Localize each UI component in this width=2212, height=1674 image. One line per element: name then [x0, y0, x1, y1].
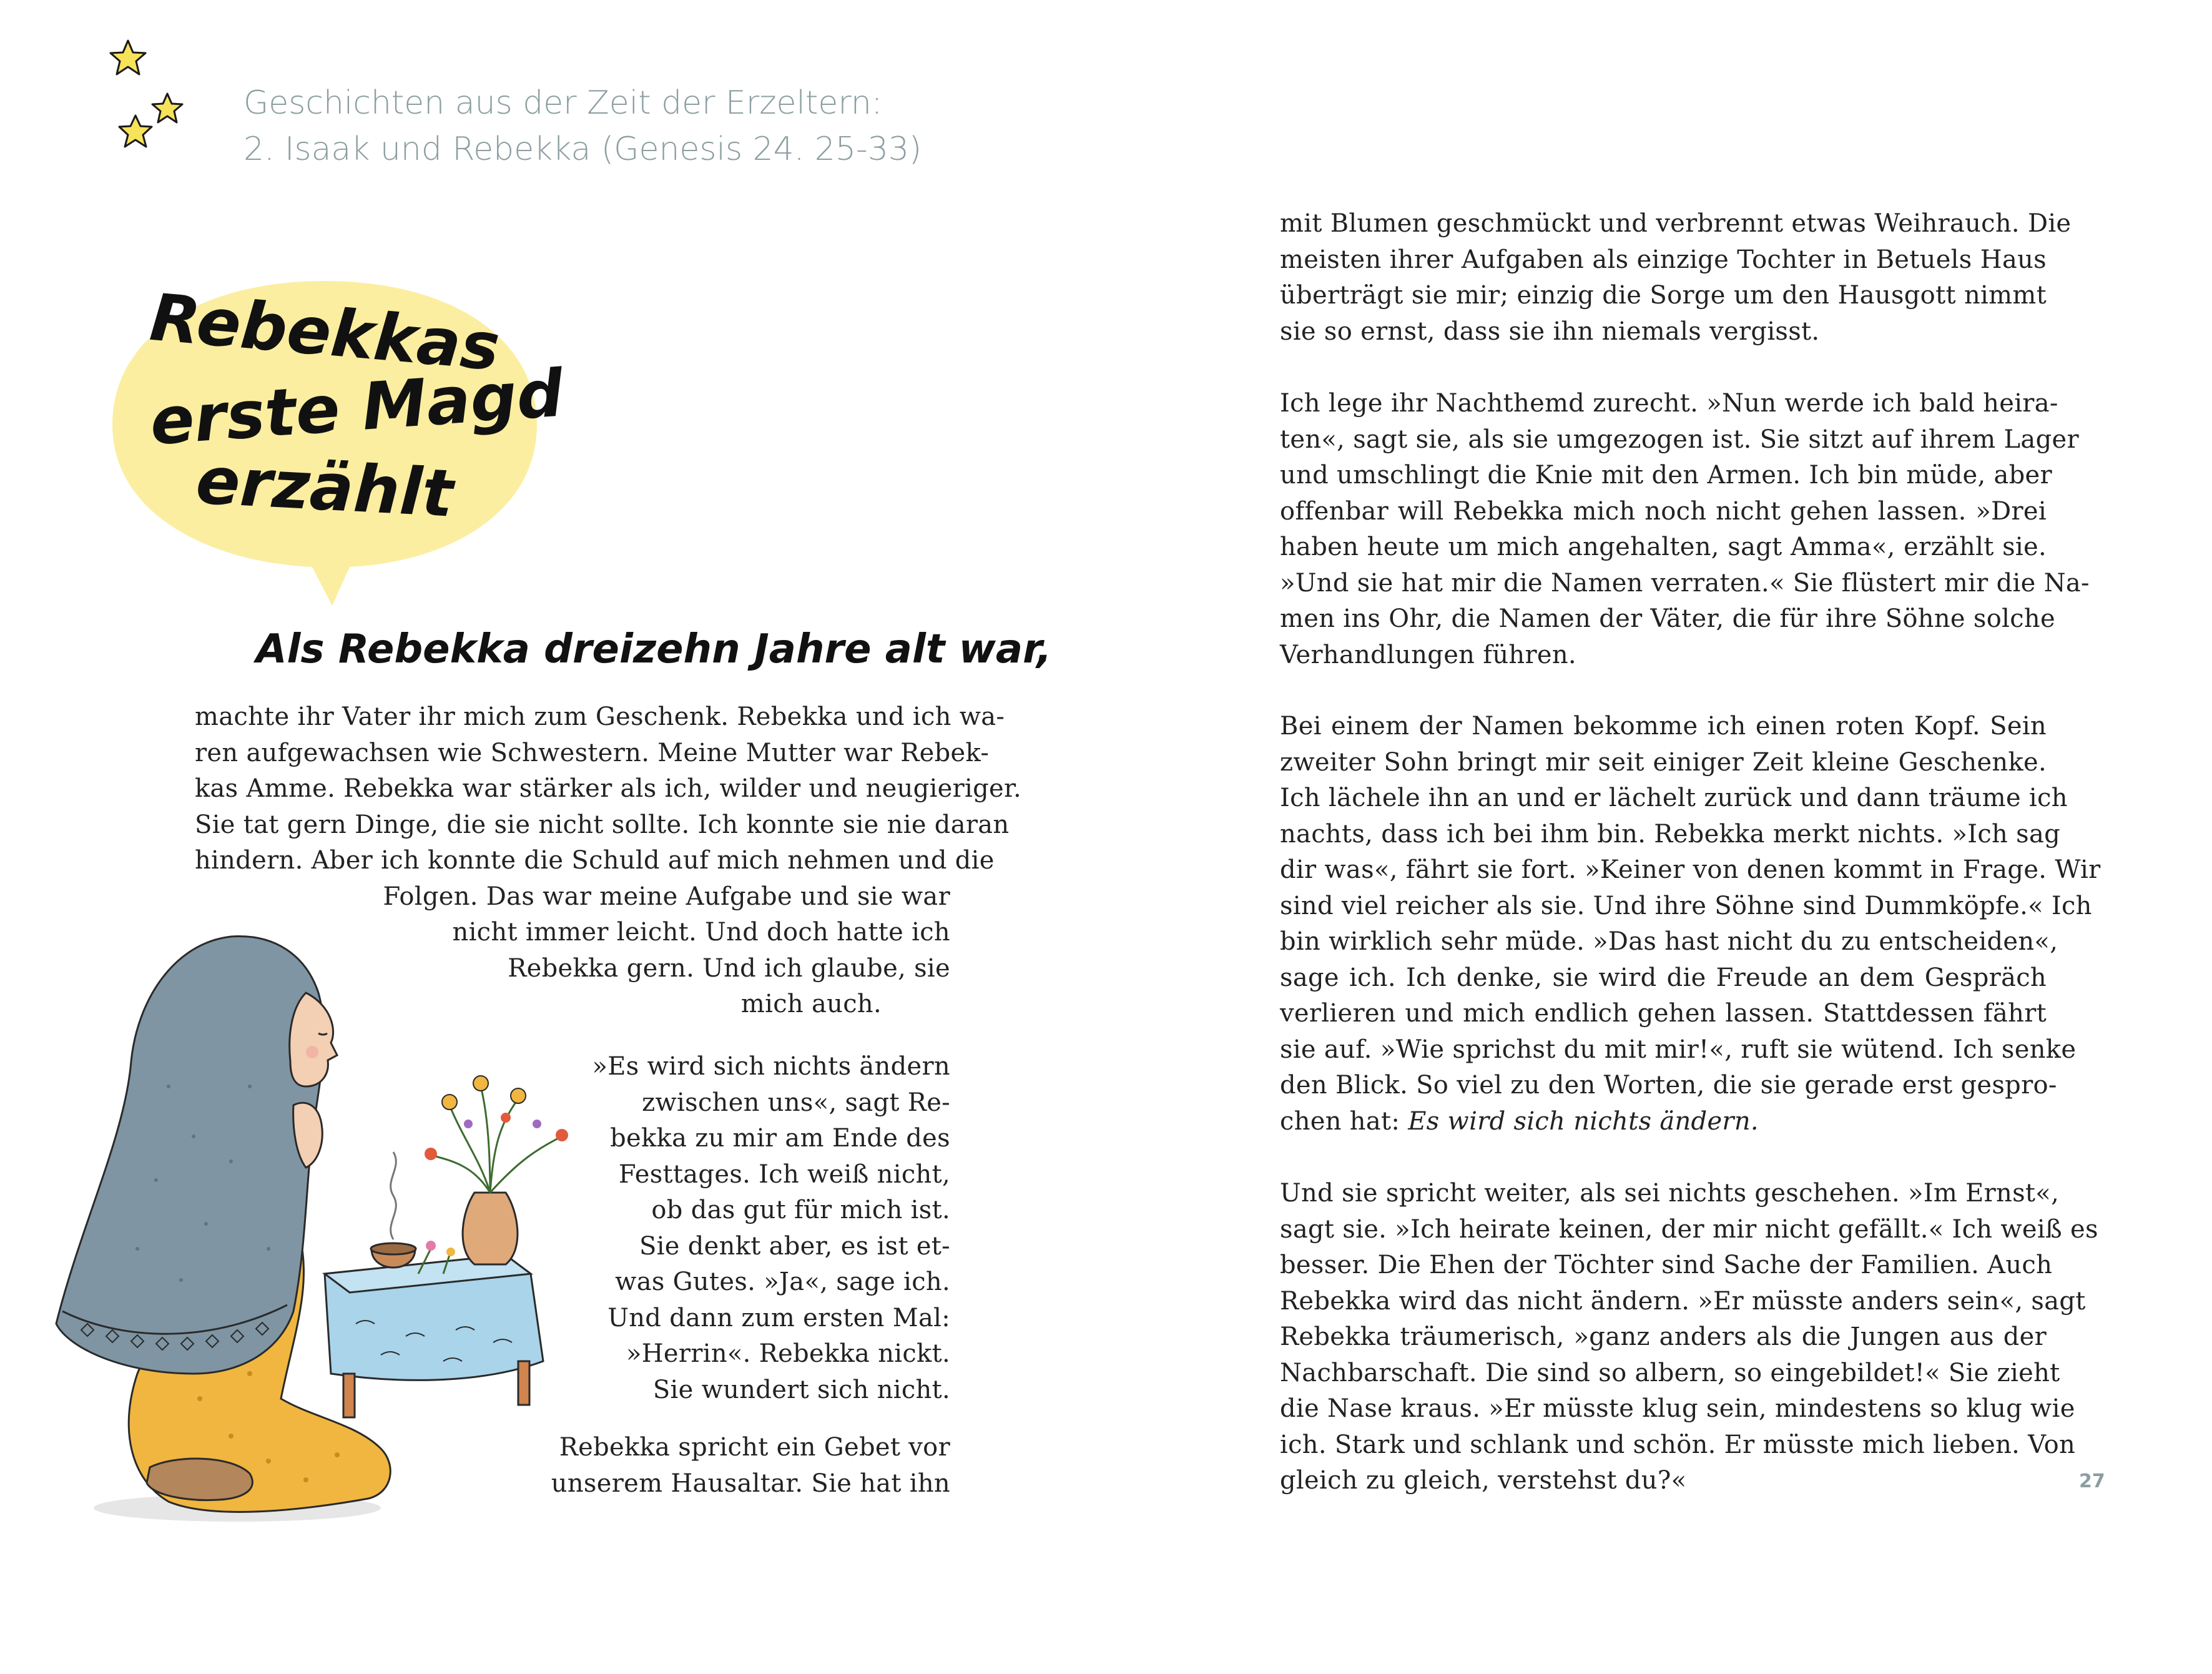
right-paragraph-2	[1280, 386, 2090, 673]
story-title	[147, 278, 566, 532]
text-line: die Nase kraus. »Er müsste klug sein, mindestens so klug wie	[1280, 1394, 2075, 1423]
flower-vase-icon	[425, 1076, 568, 1264]
text-line: ob das gut für mich ist.	[651, 1196, 950, 1224]
text-line: zwischen uns«, sagt Re-	[642, 1088, 950, 1117]
text-line: offenbar will Rebekka mich noch nicht gehen lassen. »Drei	[1280, 496, 2047, 526]
text-line: sie auf. »Wie sprichst du mit mir!«, ruft sie wütend. Ich senke	[1280, 1035, 2077, 1064]
text-line: bekka zu mir am Ende des	[610, 1124, 950, 1153]
star-icon	[150, 91, 185, 126]
text-line: was Gutes. »Ja«, sage ich.	[615, 1268, 950, 1296]
text-line: ren aufgewachsen wie Schwestern. Meine Mutter war Rebek-	[195, 738, 990, 767]
text-line: Nachbarschaft. Die sind so albern, so eingebildet!« Sie zieht	[1280, 1358, 2060, 1387]
text-line: nachts, dass ich bei ihm bin. Rebekka merkt nichts. »Ich sag	[1280, 819, 2061, 849]
title-line-3: erzählt	[194, 442, 455, 532]
star-icon	[107, 37, 149, 79]
italic-quote: Es wird sich nichts ändern.	[1408, 1106, 1759, 1136]
text-line: Rebekka gern. Und ich glaube, sie	[508, 953, 950, 983]
text-line: Festtages. Ich weiß nicht,	[618, 1159, 950, 1189]
text-line: hindern. Aber ich konnte die Schuld auf mich nehmen und die	[195, 846, 995, 875]
text-line: ich. Stark und schlank und schön. Er müsste mich lieben. Von	[1280, 1430, 2076, 1459]
text-line: mit Blumen geschmückt und verbrennt etwas Weihrauch. Die	[1280, 209, 2072, 238]
right-paragraph-1	[1280, 206, 2072, 350]
text-line: sage ich. Ich denke, sie wird die Freude an dem Gespräch	[1280, 963, 2047, 992]
text-line: Rebekka wird das nicht ändern. »Er müsste anders sein«, sagt	[1280, 1286, 2086, 1316]
text-line: »Herrin«. Rebekka nickt.	[626, 1339, 950, 1368]
text-line: verlieren und mich endlich gehen lassen. Stattdessen fährt	[1280, 999, 2047, 1028]
text-line	[1280, 1104, 2047, 1140]
text-line: nicht immer leicht. Und doch hatte ich	[452, 918, 950, 947]
text-line: Und dann zum ersten Mal:	[607, 1303, 950, 1332]
text-line: »Und sie hat mir die Namen verraten.« Sie flüstert mir die Na-	[1280, 568, 2090, 598]
left-paragraph-1	[195, 699, 1022, 1023]
text-line: machte ihr Vater ihr mich zum Geschenk. Rebekka und ich wa-	[195, 702, 1005, 731]
text-line: Ich lächele ihn an und er lächelt zurück und dann träume ich	[1280, 784, 2068, 812]
text-line: sie so ernst, dass sie ihn niemals vergisst.	[1280, 317, 1820, 346]
text-line: meisten ihrer Aufgaben als einzige Tochter in Betuels Haus	[1280, 245, 2047, 274]
text-line: und umschlingt die Knie mit den Armen. Ich bin müde, aber	[1280, 461, 2052, 490]
text-line: Und sie spricht weiter, als sei nichts geschehen. »Im Ernst«,	[1280, 1179, 2060, 1208]
text-line: mich auch.	[740, 990, 882, 1018]
text-line: sind viel reicher als sie. Und ihre Söhne sind Dummköpfe.« Ich	[1280, 891, 2092, 920]
text-line: gleich zu gleich, verstehst du?«	[1280, 1466, 1687, 1495]
incense-bowl-icon	[371, 1152, 416, 1268]
star-icon	[116, 112, 155, 151]
text-fragment: chen hat:	[1280, 1106, 1408, 1136]
subheading: Als Rebekka dreizehn Jahre alt war,	[256, 626, 1052, 672]
text-line: den Blick. So viel zu den Worten, die sie gerade erst gespro-	[1280, 1071, 2057, 1100]
text-line: haben heute um mich angehalten, sagt Amma«, erzählt sie.	[1280, 533, 2047, 561]
text-line: bin wirklich sehr müde. »Das hast nicht du zu entscheiden«,	[1280, 927, 2058, 956]
header-line-2: 2. Isaak und Rebekka (Genesis 24. 25-33)	[243, 130, 922, 168]
title-line-2: erste Magd	[147, 355, 566, 460]
text-line: kas Amme. Rebekka war stärker als ich, wilder und neugieriger.	[195, 774, 1022, 803]
text-line: ten«, sagt sie, als sie umgezogen ist. Sie sitzt auf ihrem Lager	[1280, 425, 2079, 454]
text-line: unserem Hausaltar. Sie hat ihn	[551, 1469, 950, 1498]
text-line: Rebekka spricht ein Gebet vor	[559, 1433, 950, 1462]
chapter-header	[243, 80, 993, 172]
text-line: Verhandlungen führen.	[1280, 640, 1576, 669]
text-line: überträgt sie mir; einzig die Sorge um den Hausgott nimmt	[1280, 281, 2047, 310]
text-line: »Es wird sich nichts ändern	[592, 1052, 950, 1081]
left-paragraph-3	[549, 1430, 950, 1502]
text-line: Ich lege ihr Nachthemd zurecht. »Nun werde ich bald heira-	[1280, 389, 2058, 418]
text-line: Sie tat gern Dinge, die sie nicht sollte. Ich konnte sie nie daran	[195, 810, 1010, 839]
text-line: Bei einem der Namen bekomme ich einen roten Kopf. Sein	[1280, 712, 2047, 741]
text-line: Sie wundert sich nicht.	[652, 1375, 950, 1404]
right-paragraph-3	[1280, 709, 2101, 1140]
text-line: besser. Die Ehen der Töchter sind Sache der Familien. Auch	[1280, 1251, 2053, 1279]
text-line: men ins Ohr, die Namen der Väter, die für ihre Söhne solche	[1280, 604, 2055, 633]
header-line-1: Geschichten aus der Zeit der Erzeltern:	[243, 84, 883, 122]
title-line-1: Rebekkas	[147, 278, 503, 386]
text-line: Sie denkt aber, es ist et-	[639, 1231, 950, 1261]
text-line: Folgen. Das war meine Aufgabe und sie war	[383, 882, 950, 911]
left-paragraph-2	[549, 1049, 950, 1408]
text-line: dir was«, fährt sie fort. »Keiner von denen kommt in Frage. Wir	[1280, 855, 2101, 884]
text-line: zweiter Sohn bringt mir seit einiger Zeit kleine Geschenke.	[1280, 747, 2047, 777]
page-number: 27	[2079, 1470, 2105, 1492]
text-line: sagt sie. »Ich heirate keinen, der mir nicht gefällt.« Ich weiß es	[1280, 1214, 2098, 1244]
text-line: Rebekka träumerisch, »ganz anders als die Jungen aus der	[1280, 1322, 2047, 1351]
